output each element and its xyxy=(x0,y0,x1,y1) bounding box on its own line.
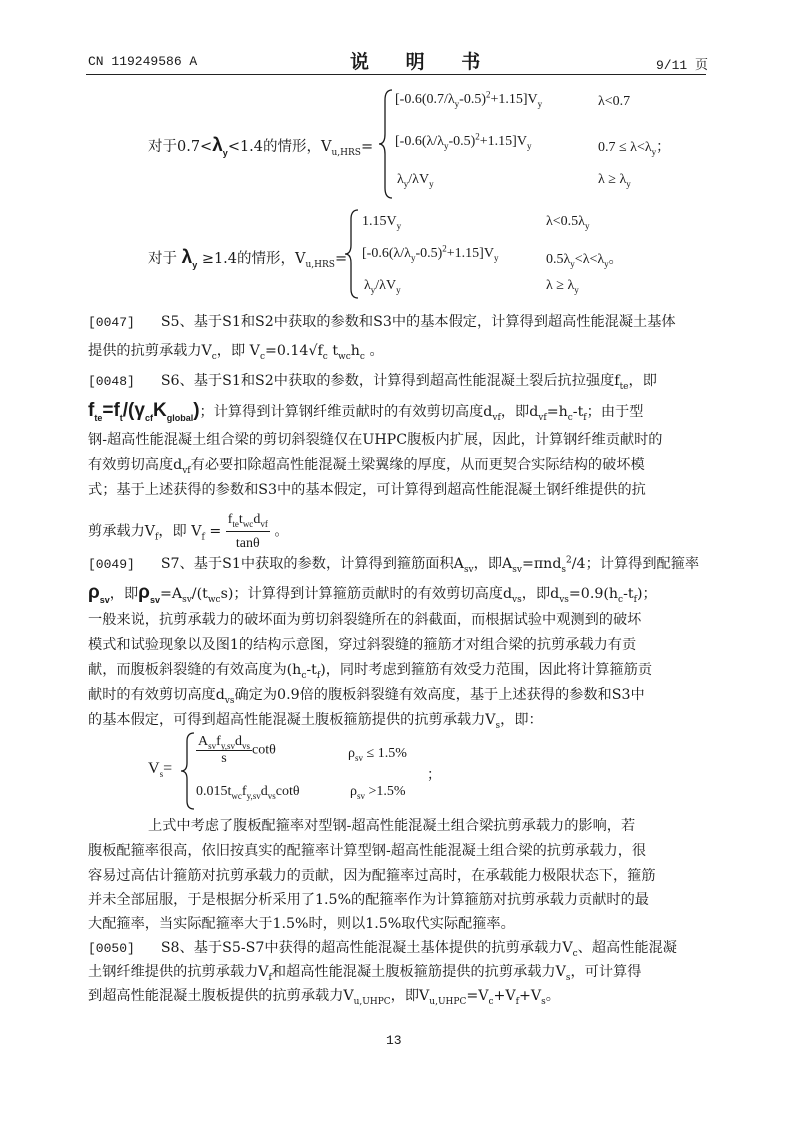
formula-3-case-1: $\frac{A_{sv}f_{y,sv}d_{vs}}{s}$ cotθ xyxy=(198,734,276,766)
paragraph-0050-line-2: 土钢纤维提供的抗剪承载力$V_f$和超高性能混凝土腹板箍筋提供的抗剪承载力$V_s$，可计算得 xyxy=(88,964,642,983)
paragraph-0049-line-1: [0049] S7、基于S1中获取的参数，计算得到箍筋面积$A_{sv}$，即$A_{sv}=\pi nd_s^2/4$；计算得到配箍率 xyxy=(88,555,700,575)
formula-2-case-1: $1.15V_y$ xyxy=(362,214,402,231)
formula-1-case-1-condition: λ<0.7 xyxy=(598,94,631,109)
formula-2-case-3: $\lambda_y/\lambda V_y$ xyxy=(364,278,401,295)
note-line-1: 上式中考虑了腹板配箍率对型钢-超高性能混凝土组合梁抗剪承载力的影响，若 xyxy=(148,818,636,834)
note-line-3: 容易过高估计箍筋对抗剪承载力的贡献，因为配箍率过高时，在承载能力极限状态下，箍筋 xyxy=(88,868,656,884)
paragraph-number: [0050] xyxy=(88,941,135,956)
paragraph-0049-line-7: 的基本假定，可得到超高性能混凝土腹板箍筋提供的抗剪承载力$V_s$，即： xyxy=(88,712,543,731)
paragraph-0049-line-5: 献，而腹板斜裂缝的有效高度为$(h_c-t_f)$，同时考虑到箍筋有效受力范围，因此将计算箍筋贡 xyxy=(88,662,653,681)
paragraph-0048-line-4: 有效剪切高度$d_{vf}$有必要扣除超高性能混凝土梁翼缘的厚度，从而更契合实际结构的破坏模 xyxy=(88,457,645,476)
paragraph-0048-line-6: 剪承载力$V_f$，即 $V_f$ = $\frac{f_{te}t_{wc}d_{vf}}{\tan\theta}$ 。 xyxy=(88,508,289,555)
formula-3-tail: ； xyxy=(427,768,441,783)
formula-2-brace xyxy=(344,208,360,300)
paragraph-0049-line-3: 一般来说，抗剪承载力的破坏面为剪切斜裂缝所在的斜截面，而根据试验中观测到的破坏 xyxy=(88,612,642,628)
paragraph-0050-line-1: [0050] S8、基于S5-S7中获得的超高性能混凝土基体提供的抗剪承载力$V_c$、超高性能混凝 xyxy=(88,940,677,959)
paragraph-0047-line-2: 提供的抗剪承载力$V_c$，即 $V_c=0.14√f_c$ $t_{wc}h_c$ 。 xyxy=(88,343,384,362)
formula-1-case-1: $[-0.6(0.7/\lambda_y-0.5)^2+1.15]V_y$ xyxy=(395,89,543,109)
paragraph-0048-line-1: [0048] S6、基于S1和S2中获取的参数，计算得到超高性能混凝土裂后抗拉强度$f_{te}$，即 xyxy=(88,373,657,392)
page-reference: 9/11 页 xyxy=(656,58,709,73)
paragraph-number: [0049] xyxy=(88,557,135,572)
formula-2-case-3-condition: $\lambda \ge \lambda_y$ xyxy=(546,278,579,295)
note-line-2: 腹板配箍率很高，依旧按真实的配箍率计算型钢-超高性能混凝土组合梁的抗剪承载力，很 xyxy=(88,843,647,859)
note-line-4: 并未全部屈服，于是根据分析采用了1.5%的配箍率作为计算箍筋对抗剪承载力贡献时的最 xyxy=(88,892,649,908)
formula-1-brace xyxy=(378,88,394,200)
formula-2-case-2-condition: $0.5\lambda_y<\lambda<\lambda_y$。 xyxy=(546,252,623,269)
formula-1-case-2: $[-0.6(\lambda/\lambda_y-0.5)^2+1.15]V_y$ xyxy=(395,131,532,151)
header-rule xyxy=(86,74,706,75)
page-number: 13 xyxy=(386,1033,402,1048)
paragraph-number: [0048] xyxy=(88,374,135,389)
paragraph-0048-line-2: $f_{te}=f_t/(\gamma_{cf}K_{global})$；计算得到计算钢纤维贡献时的有效剪切高度$d_{vf}$，即$d_{vf}=h_c-t_f$；由于型 xyxy=(88,400,644,423)
paragraph-0048-line-3: 钢-超高性能混凝土组合梁的剪切斜裂缝仅在UHPC腹板内扩展，因此，计算钢纤维贡献时的 xyxy=(88,432,663,448)
formula-3-case-2: $0.015t_{wc}f_{y,sv}d_{vs}\cot\theta$ xyxy=(196,784,300,801)
formula-3-brace xyxy=(180,731,196,811)
formula-1-case-2-condition: $0.7 \le \lambda<\lambda_y$； xyxy=(598,140,671,157)
paragraph-0049-line-4: 模式和试验现象以及图1的结构示意图，穿过斜裂缝的箍筋才对组合梁的抗剪承载力有贡 xyxy=(88,637,637,653)
note-line-5: 大配箍率，当实际配箍率大于1.5%时，则以1.5%取代实际配箍率。 xyxy=(88,916,515,932)
fraction-vs: $\frac{A_{sv}f_{y,sv}d_{vs}}{s}$ xyxy=(198,734,250,766)
formula-2-case-2: $[-0.6(\lambda/\lambda_y-0.5)^2+1.15]V_y$ xyxy=(362,243,499,263)
paragraph-0050-line-3: 到超高性能混凝土腹板提供的抗剪承载力$V_{u,UHPC}$，即$V_{u,UHPC}=V_c+V_f+V_s$。 xyxy=(88,988,560,1007)
formula-2-case-1-condition: $\lambda<0.5\lambda_y$ xyxy=(546,214,590,231)
formula-1-case-3: $\lambda_y/\lambda V_y$ xyxy=(397,172,434,189)
paragraph-number: [0047] xyxy=(88,315,135,330)
formula-3-case-1-condition: $\rho_{sv} \le 1.5\%$ xyxy=(348,746,407,763)
formula-3-case-2-condition: $\rho_{sv} >1.5\%$ xyxy=(350,784,406,801)
fraction-vf: $\frac{f_{te}t_{wc}d_{vf}}{\tan\theta}$ xyxy=(226,508,270,555)
paragraph-0049-line-6: 献时的有效剪切高度$d_{vs}$确定为0.9倍的腹板斜裂缝有效高度，基于上述获得的参数和S3中 xyxy=(88,687,645,706)
document-number: CN 119249586 A xyxy=(88,54,198,69)
formula-2-lead: 对于 $\lambda_y \ge 1.4$的情形，$V_{u,HRS}=$ xyxy=(148,247,348,270)
formula-3-lhs: $V_s=$ xyxy=(148,760,173,780)
formula-1-case-3-condition: $\lambda \ge \lambda_y$ xyxy=(598,172,631,189)
formula-1-lead: 对于$0.7<\lambda_y<1.4$的情形，$V_{u,HRS}=$ xyxy=(148,135,374,158)
paragraph-0047-line-1: [0047] S5、基于S1和S2中获取的参数和S3中的基本假定，计算得到超高性能混凝土基体 xyxy=(88,314,676,330)
paragraph-0049-line-2: $\rho_{sv}$，即$\rho_{sv}=A_{sv}/(t_{wc}s)$；计算得到计算箍筋贡献时的有效剪切高度$d_{vs}$，即$d_{vs}=0.9(h_c-t_f)$； xyxy=(88,582,657,605)
paragraph-0048-line-5: 式；基于上述获得的参数和S3中的基本假定，可计算得到超高性能混凝土钢纤维提供的抗 xyxy=(88,482,646,498)
document-title: 说 明 书 xyxy=(350,51,496,73)
